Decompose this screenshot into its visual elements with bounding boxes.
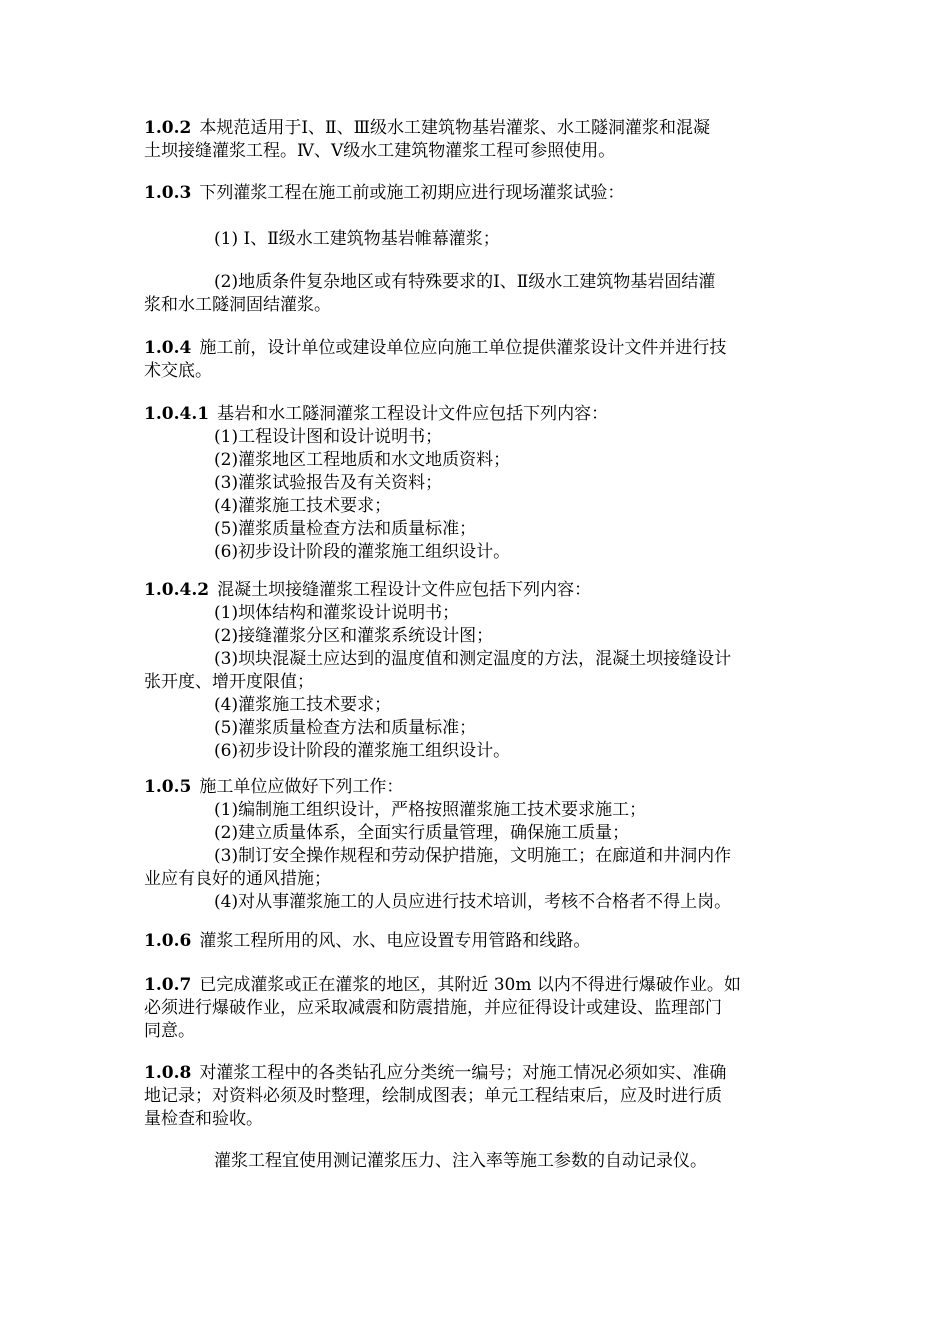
list-item: (1)坝体结构和灌浆设计说明书； — [214, 603, 460, 623]
section-1-0-7 — [144, 974, 804, 1043]
list-item: (4)对从事灌浆施工的人员应进行技术培训，考核不合格者不得上岗。 — [214, 892, 732, 912]
clause-text: 土坝接缝灌浆工程。Ⅳ、Ⅴ级水工建筑物灌浆工程可参照使用。 — [144, 141, 616, 161]
section-1-0-8 — [144, 1062, 804, 1131]
list-item: (6)初步设计阶段的灌浆施工组织设计。 — [214, 542, 511, 562]
section-1-0-5 — [144, 776, 804, 914]
list-item: (2)建立质量体系，全面实行质量管理，确保施工质量； — [214, 823, 630, 843]
list-item: (1) Ⅰ、Ⅱ级水工建筑物基岩帷幕灌浆； — [214, 229, 500, 249]
clause-text: 施工单位应做好下列工作： — [199, 777, 404, 797]
clause-number: 1.0.4.1 — [144, 404, 210, 424]
section-1-0-4-2 — [144, 579, 804, 763]
clause-text: 下列灌浆工程在施工前或施工初期应进行现场灌浆试验： — [199, 183, 625, 203]
clause-text: 地记录；对资料必须及时整理，绘制成图表；单元工程结束后，应及时进行质 — [144, 1086, 722, 1106]
list-item: (4)灌浆施工技术要求； — [214, 496, 392, 516]
section-1-0-2 — [144, 117, 804, 163]
list-item: (5)灌浆质量检查方法和质量标准； — [214, 519, 477, 539]
clause-number: 1.0.4.2 — [144, 580, 210, 600]
list-item: (5)灌浆质量检查方法和质量标准； — [214, 718, 477, 738]
list-item: (6)初步设计阶段的灌浆施工组织设计。 — [214, 741, 511, 761]
clause-text: 基岩和水工隧洞灌浆工程设计文件应包括下列内容： — [217, 404, 609, 424]
list-item: (3)坝块混凝土应达到的温度值和测定温度的方法，混凝土坝接缝设计 — [214, 649, 732, 669]
section-1-0-4-1 — [144, 403, 804, 564]
clause-text: 量检查和验收。 — [144, 1109, 263, 1129]
clause-number: 1.0.2 — [144, 118, 192, 138]
clause-text: 施工前，设计单位或建设单位应向施工单位提供灌浆设计文件并进行技 — [199, 338, 727, 358]
clause-number: 1.0.3 — [144, 183, 192, 203]
list-item: (2)灌浆地区工程地质和水文地质资料； — [214, 450, 511, 470]
clause-text: 对灌浆工程中的各类钻孔应分类统一编号；对施工情况必须如实、准确 — [199, 1063, 727, 1083]
section-1-0-4 — [144, 337, 804, 383]
section-1-0-3 — [144, 182, 804, 205]
clause-number: 1.0.4 — [144, 338, 192, 358]
list-item: (3)灌浆试验报告及有关资料； — [214, 473, 443, 493]
list-item: (2)地质条件复杂地区或有特殊要求的Ⅰ、Ⅱ级水工建筑物基岩固结灌 浆和水工隧洞固结灌浆。 — [144, 272, 716, 315]
list-item: (4)灌浆施工技术要求； — [214, 695, 392, 715]
section-1-0-6 — [144, 930, 804, 953]
clause-text: 混凝土坝接缝灌浆工程设计文件应包括下列内容： — [217, 580, 592, 600]
list-item: (1)工程设计图和设计说明书； — [214, 427, 443, 447]
clause-text: 已完成灌浆或正在灌浆的地区，其附近 30m 以内不得进行爆破作业。如 — [199, 975, 741, 995]
clause-text: 术交底。 — [144, 361, 212, 381]
list-item: (3)制订安全操作规程和劳动保护措施，文明施工；在廊道和井洞内作 — [214, 846, 732, 866]
clause-number: 1.0.7 — [144, 975, 192, 995]
clause-text: 本规范适用于Ⅰ、Ⅱ、Ⅲ级水工建筑物基岩灌浆、水工隧洞灌浆和混凝 — [199, 118, 710, 138]
list-item: (2)接缝灌浆分区和灌浆系统设计图； — [214, 626, 494, 646]
list-item-cont: 张开度、增开度限值； — [144, 672, 314, 692]
clause-number: 1.0.6 — [144, 931, 192, 951]
clause-text: 灌浆工程所用的风、水、电应设置专用管路和线路。 — [199, 931, 591, 951]
paragraph: 灌浆工程宜使用测记灌浆压力、注入率等施工参数的自动记录仪。 — [214, 1151, 707, 1171]
list-item-cont: 业应有良好的通风措施； — [144, 869, 331, 889]
clause-text: 必须进行爆破作业，应采取减震和防震措施，并应征得设计或建设、监理部门 — [144, 998, 722, 1018]
clause-number: 1.0.8 — [144, 1063, 192, 1083]
clause-number: 1.0.5 — [144, 777, 192, 797]
clause-text: 同意。 — [144, 1021, 195, 1041]
list-item: (1)编制施工组织设计，严格按照灌浆施工技术要求施工； — [214, 800, 647, 820]
